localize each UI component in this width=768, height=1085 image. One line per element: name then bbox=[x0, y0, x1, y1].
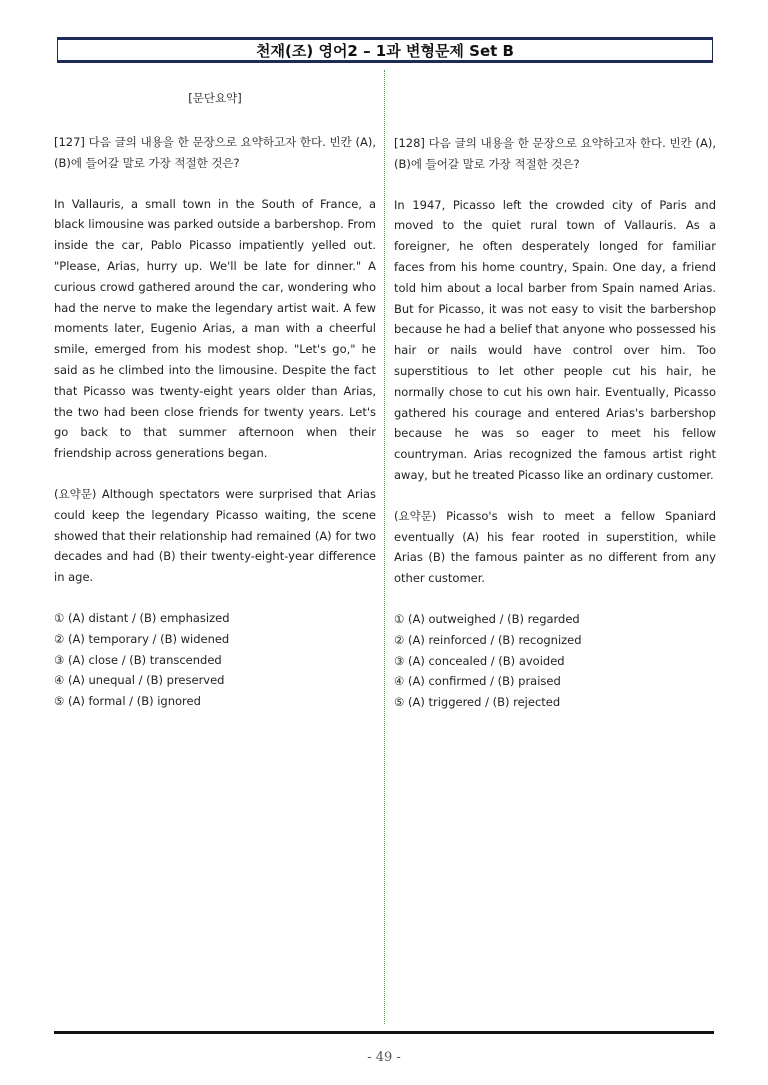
column-divider bbox=[384, 70, 385, 1024]
option-4[interactable]: ④ (A) confirmed / (B) praised bbox=[394, 674, 561, 689]
option-5[interactable]: ⑤ (A) triggered / (B) rejected bbox=[394, 695, 561, 710]
page-header bbox=[57, 37, 713, 63]
page-number: - 49 - bbox=[367, 1050, 401, 1065]
option-4[interactable]: ④ (A) unequal / (B) preserved bbox=[54, 673, 225, 688]
answer-options bbox=[54, 608, 376, 712]
option-1[interactable]: ① (A) outweighed / (B) regarded bbox=[394, 611, 580, 626]
section-label: [문단요약] bbox=[188, 91, 242, 105]
passage-text: In Vallauris, a small town in the South of France, a black limousine was parked outside a barbershop. From inside the car, Pablo Picasso impatiently yelled out. "Please, Arias, hurry up. We'll be late for dinner." A curious crowd gathered around the car, wondering who had the nerve to make the legendary artist wait. A few moments later, Eugenio Arias, a man with a cheerful smile, emerged from his modest shop. "Let's go," he said as he climbed into the limousine. Despite the fact that Picasso was twenty-eight years older than Arias, the two had been close friends for twenty years. Let's go back to that summer afternoon when their friendship across generations began. bbox=[54, 196, 376, 461]
option-3[interactable]: ③ (A) concealed / (B) avoided bbox=[394, 653, 565, 668]
question-prompt: [127] 다음 글의 내용을 한 문장으로 요약하고자 한다. 빈칸 (A), (B)에 들어갈 말로 가장 적절한 것은? bbox=[54, 135, 376, 170]
passage-text: In 1947, Picasso left the crowded city of Paris and moved to the quiet rural town of Vallauris. As a foreigner, he often desperately longed for familiar faces from his home country, Spain. One day, a friend told him about a local barber from Spain named Arias. But for Picasso, it was not easy to visit the barbershop because he had a belief that anyone who possessed his hair or nails would have control over him. Too superstitious to let other people cut his hair, he normally chose to cut his own hair. Eventually, Picasso gathered his courage and entered Arias's barbershop because he was so eager to meet his fellow countryman. Arias recognized the famous artist right away, but he treated Picasso like an ordinary customer. bbox=[394, 197, 716, 482]
question-128 bbox=[394, 133, 716, 713]
footer-rule bbox=[54, 1031, 714, 1034]
summary-text: (요약문) Picasso's wish to meet a fellow Spaniard eventually (A) his fear rooted in superstition, while Arias (B) the famous painter as no different from any other customer. bbox=[394, 508, 716, 586]
question-127 bbox=[54, 88, 376, 712]
header-title: 천재(조) 영어2 – 1과 변형문제 Set B bbox=[256, 41, 514, 60]
option-1[interactable]: ① (A) distant / (B) emphasized bbox=[54, 610, 230, 625]
summary-text: (요약문) Although spectators were surprised that Arias could keep the legendary Picasso waiting, the scene showed that their relationship had remained (A) for two decades and had (B) their twenty-eight-year difference in age. bbox=[54, 486, 376, 585]
answer-options bbox=[394, 609, 716, 713]
option-2[interactable]: ② (A) temporary / (B) widened bbox=[54, 631, 230, 646]
question-prompt: [128] 다음 글의 내용을 한 문장으로 요약하고자 한다. 빈칸 (A), (B)에 들어갈 말로 가장 적절한 것은? bbox=[394, 136, 716, 171]
option-2[interactable]: ② (A) reinforced / (B) recognized bbox=[394, 632, 582, 647]
option-5[interactable]: ⑤ (A) formal / (B) ignored bbox=[54, 694, 201, 709]
option-3[interactable]: ③ (A) close / (B) transcended bbox=[54, 652, 222, 667]
